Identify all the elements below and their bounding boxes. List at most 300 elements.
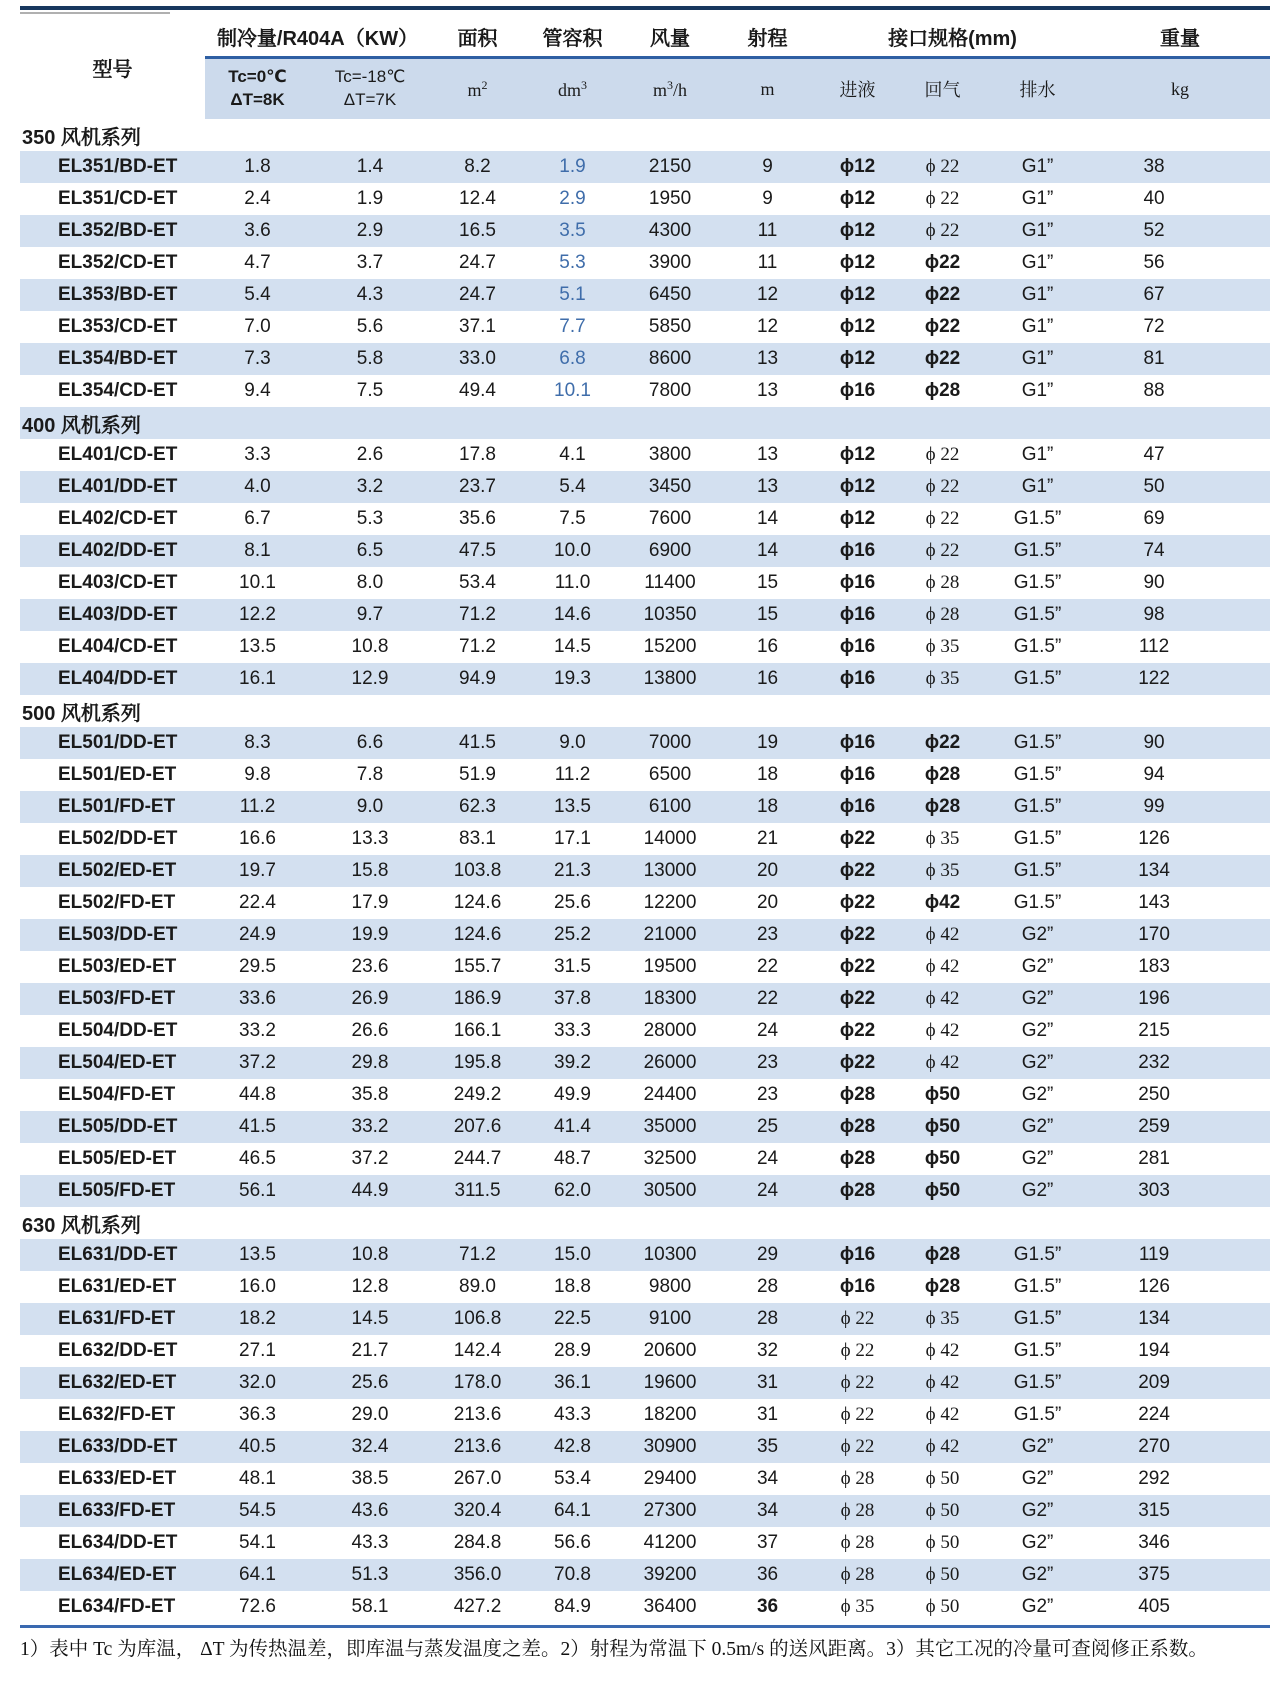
cell-model: EL634/ED-ET: [20, 1559, 205, 1591]
cell-area: 178.0: [430, 1367, 525, 1399]
cell-gas: ϕ 50: [925, 1468, 960, 1489]
cell-liquid: ϕ16: [815, 727, 900, 759]
cell-model: EL404/DD-ET: [20, 663, 205, 695]
cell-liquid: ϕ28: [815, 1175, 900, 1207]
cell-model: EL404/CD-ET: [58, 636, 178, 657]
cell-drain: G1.5”: [985, 1303, 1090, 1335]
cell-tc18: 3.2: [310, 471, 430, 503]
cell-weight: 126: [1138, 828, 1170, 849]
cell-area: 24.7: [430, 279, 525, 311]
cell-air: 35000: [620, 1111, 720, 1143]
cell-gas: ϕ50: [900, 1175, 985, 1207]
cell-vol: 6.8: [525, 343, 620, 375]
unit-volume: $dm^3$: [525, 58, 620, 120]
cell-liquid: ϕ12: [815, 151, 900, 183]
cell-tc0: 19.7: [205, 855, 310, 887]
cell-gas: ϕ 22: [900, 471, 985, 503]
cell-gas: ϕ 35: [900, 855, 985, 887]
cell-liquid: ϕ 28: [815, 1495, 900, 1527]
cell-drain: G1.5”: [1013, 1340, 1062, 1361]
cell-drain: G1.5”: [1013, 1276, 1062, 1297]
cell-gas: ϕ 42: [900, 1367, 985, 1399]
cell-drain: G1”: [985, 215, 1090, 247]
cell-vol: 1.9: [525, 151, 620, 183]
table-row: [20, 1591, 1270, 1623]
cell-range: 16: [720, 663, 815, 695]
cell-tc18: 7.8: [356, 764, 384, 785]
cell-drain: G1.5”: [985, 791, 1090, 823]
cell-weight: 134: [1090, 855, 1270, 887]
cell-range: 13: [720, 471, 815, 503]
cell-tc0: 46.5: [239, 1148, 276, 1169]
cell-vol: 33.3: [554, 1020, 591, 1041]
cell-air: 3800: [648, 444, 692, 465]
cell-air: 19500: [643, 956, 697, 977]
cell-model: EL502/DD-ET: [58, 828, 178, 849]
cell-model: EL402/DD-ET: [20, 535, 205, 567]
cell-model: EL634/FD-ET: [58, 1596, 176, 1617]
cell-liquid: ϕ12: [839, 444, 876, 465]
cell-air: 36400: [643, 1596, 697, 1617]
cell-tc0: 37.2: [205, 1047, 310, 1079]
cell-vol: 21.3: [525, 855, 620, 887]
cell-range: 9: [762, 188, 773, 209]
cell-area: 94.9: [430, 663, 525, 695]
cell-vol: 5.3: [559, 252, 586, 273]
cell-air: 12200: [643, 892, 697, 913]
cell-liquid: ϕ12: [839, 188, 876, 209]
section-header-row: [20, 1207, 1270, 1239]
cell-model: EL502/FD-ET: [58, 892, 176, 913]
cell-tc18: 13.3: [351, 828, 389, 849]
table-row: [20, 1239, 1270, 1271]
cell-vol: 37.8: [525, 983, 620, 1015]
cell-range: 37: [756, 1532, 779, 1553]
cell-tc0: 54.1: [239, 1532, 276, 1553]
cell-tc18: 5.8: [310, 343, 430, 375]
cell-range: 23: [756, 1084, 779, 1105]
cell-vol: 28.9: [554, 1340, 591, 1361]
cell-air: 41200: [643, 1532, 697, 1553]
cell-tc0: 16.0: [239, 1276, 276, 1297]
cell-area: 17.8: [459, 444, 496, 465]
cell-drain: G1”: [985, 471, 1090, 503]
cell-gas: ϕ 42: [900, 983, 985, 1015]
subheader-port-gas: 回气: [900, 58, 985, 120]
table-row: [20, 855, 1270, 887]
cell-weight: 196: [1090, 983, 1270, 1015]
cell-air: 29400: [643, 1468, 697, 1489]
cell-area: 8.2: [430, 151, 525, 183]
spec-table-body: [20, 119, 1270, 1623]
cell-tc0: 4.7: [244, 252, 271, 273]
cell-area: 213.6: [430, 1431, 525, 1463]
cell-weight: 90: [1143, 572, 1165, 593]
cell-air: 6450: [620, 279, 720, 311]
cell-liquid: ϕ 22: [815, 1303, 900, 1335]
cell-tc0: 11.2: [205, 791, 310, 823]
table-row: [20, 1303, 1270, 1335]
section-title: 500 风机系列: [22, 702, 141, 725]
cell-area: 12.4: [459, 188, 496, 209]
cell-drain: G2”: [1021, 1596, 1054, 1617]
cell-vol: 84.9: [554, 1596, 591, 1617]
cell-weight: 67: [1090, 279, 1270, 311]
table-row: [20, 1367, 1270, 1399]
cell-tc18: 6.5: [310, 535, 430, 567]
cell-vol: 31.5: [554, 956, 591, 977]
table-row: [20, 823, 1270, 855]
tc0-line2: ΔT=8K: [230, 90, 285, 109]
cell-tc18: 2.6: [356, 444, 384, 465]
cell-liquid: ϕ12: [815, 215, 900, 247]
cell-area: 62.3: [430, 791, 525, 823]
cell-model: EL403/CD-ET: [58, 572, 178, 593]
cell-gas: ϕ 22: [900, 151, 985, 183]
cell-weight: 346: [1138, 1532, 1170, 1553]
cell-area: 320.4: [430, 1495, 525, 1527]
cell-weight: 119: [1090, 1239, 1270, 1271]
cell-model: EL504/FD-ET: [58, 1084, 176, 1105]
table-row: [20, 951, 1270, 983]
cell-gas: ϕ 50: [925, 1532, 960, 1553]
tc18-line1: Tc=-18℃: [334, 67, 406, 87]
cell-range: 34: [720, 1495, 815, 1527]
cell-model: EL505/DD-ET: [20, 1111, 205, 1143]
cell-range: 31: [756, 1404, 779, 1425]
table-row: [20, 887, 1270, 919]
cell-tc0: 36.3: [239, 1404, 276, 1425]
cell-gas: ϕ28: [924, 380, 961, 401]
cell-liquid: ϕ28: [839, 1084, 876, 1105]
cell-drain: G1.5”: [985, 727, 1090, 759]
cell-air: 24400: [643, 1084, 697, 1105]
cell-tc0: 4.0: [205, 471, 310, 503]
cell-range: 28: [756, 1276, 779, 1297]
unit-range: m: [720, 58, 815, 120]
cell-tc18: 2.9: [310, 215, 430, 247]
cell-model: EL351/BD-ET: [20, 151, 205, 183]
cell-drain: G1.5”: [1013, 572, 1062, 593]
cell-weight: 112: [1138, 636, 1170, 657]
cell-liquid: ϕ 28: [840, 1468, 875, 1489]
cell-weight: 40: [1143, 188, 1165, 209]
cell-area: 16.5: [430, 215, 525, 247]
cell-tc18: 6.6: [310, 727, 430, 759]
cell-gas: ϕ 50: [925, 1596, 960, 1617]
cell-tc18: 10.8: [310, 1239, 430, 1271]
table-row: [20, 1431, 1270, 1463]
cell-vol: 7.5: [559, 508, 586, 529]
cell-weight: 72: [1143, 316, 1165, 337]
cell-weight: 215: [1138, 1020, 1170, 1041]
table-row: [20, 1335, 1270, 1367]
cell-tc0: 3.6: [205, 215, 310, 247]
cell-air: 2150: [620, 151, 720, 183]
cell-area: 155.7: [453, 956, 502, 977]
cell-model: EL354/BD-ET: [20, 343, 205, 375]
cell-tc18: 12.9: [310, 663, 430, 695]
cell-gas: ϕ 35: [900, 663, 985, 695]
cell-liquid: ϕ22: [839, 956, 876, 977]
cell-area: 33.0: [430, 343, 525, 375]
cell-air: 4300: [620, 215, 720, 247]
cell-weight: 270: [1090, 1431, 1270, 1463]
cell-liquid: ϕ12: [839, 252, 876, 273]
cell-tc0: 6.7: [244, 508, 271, 529]
cell-vol: 10.0: [525, 535, 620, 567]
cell-gas: ϕ 42: [925, 956, 960, 977]
cell-drain: G2”: [1021, 1148, 1054, 1169]
cell-area: 103.8: [430, 855, 525, 887]
cell-tc18: 51.3: [310, 1559, 430, 1591]
cell-gas: ϕ 22: [900, 535, 985, 567]
cell-air: 3450: [620, 471, 720, 503]
cell-weight: 99: [1090, 791, 1270, 823]
cell-drain: G2”: [1021, 1020, 1054, 1041]
table-row: [20, 279, 1270, 311]
cell-air: 18300: [620, 983, 720, 1015]
cell-tc18: 9.7: [310, 599, 430, 631]
cell-weight: 122: [1090, 663, 1270, 695]
cell-vol: 2.9: [559, 188, 586, 209]
cell-drain: G1”: [985, 279, 1090, 311]
header-row-groups: [20, 16, 1270, 58]
cell-area: 71.2: [430, 599, 525, 631]
cell-vol: 43.3: [554, 1404, 591, 1425]
cell-tc18: 1.4: [310, 151, 430, 183]
cell-liquid: ϕ22: [815, 855, 900, 887]
cell-range: 34: [756, 1468, 779, 1489]
cell-model: EL353/BD-ET: [20, 279, 205, 311]
cell-area: 89.0: [459, 1276, 496, 1297]
table-row: [20, 1175, 1270, 1207]
cell-air: 20600: [643, 1340, 697, 1361]
col-header-range: 射程: [720, 16, 815, 58]
cell-area: 51.9: [459, 764, 496, 785]
cell-model: EL504/DD-ET: [58, 1020, 178, 1041]
cell-vol: 18.8: [554, 1276, 591, 1297]
cell-weight: 224: [1138, 1404, 1170, 1425]
cell-gas: ϕ28: [900, 1239, 985, 1271]
cell-gas: ϕ22: [900, 343, 985, 375]
cell-tc18: 17.9: [351, 892, 389, 913]
table-row: [20, 247, 1270, 279]
cell-gas: ϕ28: [924, 764, 961, 785]
cell-air: 7000: [620, 727, 720, 759]
cell-weight: 375: [1090, 1559, 1270, 1591]
cell-gas: ϕ 35: [925, 828, 960, 849]
cell-vol: 53.4: [554, 1468, 591, 1489]
cell-tc0: 72.6: [239, 1596, 276, 1617]
cell-vol: 36.1: [525, 1367, 620, 1399]
cell-vol: 39.2: [525, 1047, 620, 1079]
cell-liquid: ϕ12: [839, 508, 876, 529]
cell-drain: G1”: [1021, 380, 1054, 401]
cell-vol: 5.1: [525, 279, 620, 311]
cell-tc0: 8.1: [205, 535, 310, 567]
cell-model: EL503/ED-ET: [58, 956, 177, 977]
cell-drain: G1.5”: [985, 1239, 1090, 1271]
cell-liquid: ϕ 28: [840, 1532, 875, 1553]
cell-drain: G1”: [985, 343, 1090, 375]
cell-air: 28000: [643, 1020, 697, 1041]
cell-range: 22: [756, 956, 779, 977]
cell-gas: ϕ 28: [925, 572, 960, 593]
table-row: [20, 439, 1270, 471]
table-row: [20, 759, 1270, 791]
section-title: 630 风机系列: [22, 1214, 141, 1237]
cell-gas: ϕ 50: [900, 1495, 985, 1527]
cell-liquid: ϕ16: [815, 663, 900, 695]
cell-weight: 98: [1090, 599, 1270, 631]
cell-tc18: 12.8: [351, 1276, 389, 1297]
cell-area: 249.2: [453, 1084, 502, 1105]
cell-vol: 62.0: [525, 1175, 620, 1207]
cell-vol: 19.3: [525, 663, 620, 695]
cell-drain: G2”: [1021, 1468, 1054, 1489]
table-row: [20, 1047, 1270, 1079]
cell-tc0: 44.8: [239, 1084, 276, 1105]
cell-tc0: 10.1: [239, 572, 276, 593]
cell-liquid: ϕ22: [839, 892, 876, 913]
cell-gas: ϕ22: [924, 252, 961, 273]
cell-range: 25: [720, 1111, 815, 1143]
cell-vol: 3.5: [525, 215, 620, 247]
col-header-model: 型号: [20, 16, 205, 119]
cell-drain: G1”: [1021, 316, 1054, 337]
cell-model: EL403/DD-ET: [20, 599, 205, 631]
top-rule: [20, 6, 1270, 10]
cell-range: 23: [720, 1047, 815, 1079]
cell-area: 49.4: [459, 380, 496, 401]
table-row: [20, 1015, 1270, 1047]
cell-tc0: 5.4: [205, 279, 310, 311]
cell-tc18: 37.2: [351, 1148, 389, 1169]
unit-weight: kg: [1090, 58, 1270, 120]
table-row: [20, 1495, 1270, 1527]
cell-area: 284.8: [453, 1532, 502, 1553]
cell-range: 18: [720, 791, 815, 823]
cell-vol: 70.8: [525, 1559, 620, 1591]
cell-drain: G1.5”: [985, 1367, 1090, 1399]
cell-weight: 183: [1138, 956, 1170, 977]
cell-area: 142.4: [453, 1340, 502, 1361]
cell-weight: 126: [1138, 1276, 1170, 1297]
col-header-capacity: 制冷量/R404A（KW）: [205, 16, 430, 58]
cell-gas: ϕ 50: [900, 1559, 985, 1591]
cell-air: 19600: [620, 1367, 720, 1399]
cell-model: EL504/ED-ET: [20, 1047, 205, 1079]
cell-tc18: 9.0: [310, 791, 430, 823]
cell-drain: G2”: [985, 983, 1090, 1015]
cell-area: 23.7: [430, 471, 525, 503]
cell-tc18: 1.9: [356, 188, 384, 209]
cell-tc18: 44.9: [310, 1175, 430, 1207]
cell-range: 19: [720, 727, 815, 759]
cell-liquid: ϕ22: [815, 1047, 900, 1079]
cell-vol: 9.0: [525, 727, 620, 759]
cell-gas: ϕ 35: [925, 636, 960, 657]
cell-tc18: 33.2: [310, 1111, 430, 1143]
cell-model: EL352/CD-ET: [58, 252, 178, 273]
cell-liquid: ϕ22: [839, 1020, 876, 1041]
cell-drain: G2”: [985, 1559, 1090, 1591]
cell-weight: 303: [1090, 1175, 1270, 1207]
cell-model: EL351/CD-ET: [58, 188, 178, 209]
table-row: [20, 1527, 1270, 1559]
cell-weight: 52: [1090, 215, 1270, 247]
cell-weight: 74: [1090, 535, 1270, 567]
cell-tc0: 9.4: [244, 380, 271, 401]
cell-tc0: 2.4: [244, 188, 271, 209]
cell-vol: 25.6: [554, 892, 591, 913]
cell-drain: G2”: [985, 1495, 1090, 1527]
cell-area: 311.5: [430, 1175, 525, 1207]
cell-area: 71.2: [459, 636, 496, 657]
cell-air: 32500: [643, 1148, 697, 1169]
cell-model: EL501/ED-ET: [58, 764, 177, 785]
cell-gas: ϕ 42: [925, 1340, 960, 1361]
cell-tc18: 43.3: [351, 1532, 389, 1553]
cell-tc0: 7.3: [205, 343, 310, 375]
cell-tc0: 64.1: [205, 1559, 310, 1591]
cell-weight: 281: [1138, 1148, 1170, 1169]
cell-tc18: 10.8: [351, 636, 389, 657]
cell-tc0: 1.8: [205, 151, 310, 183]
footnote: 1）表中 Tc 为库温， ΔT 为传热温差，即库温与蒸发温度之差。2）射程为常温下 0.5m/s 的送风距离。3）其它工况的冷量可查阅修正系数。: [20, 1639, 1208, 1660]
cell-drain: G2”: [985, 1175, 1090, 1207]
cell-model: EL353/CD-ET: [58, 316, 178, 337]
cell-air: 9100: [620, 1303, 720, 1335]
table-row: [20, 1111, 1270, 1143]
cell-tc0: 27.1: [239, 1340, 276, 1361]
cell-weight: 315: [1090, 1495, 1270, 1527]
table-row: [20, 919, 1270, 951]
cell-area: 166.1: [453, 1020, 502, 1041]
header-row-units: [20, 58, 1270, 120]
cell-range: 11: [757, 252, 778, 273]
cell-drain: G1.5”: [985, 599, 1090, 631]
col-header-ports: 接口规格(mm): [815, 16, 1090, 58]
cell-range: 15: [720, 599, 815, 631]
cell-air: 13000: [620, 855, 720, 887]
cell-area: 83.1: [459, 828, 496, 849]
cell-range: 20: [720, 855, 815, 887]
cell-tc18: 26.6: [351, 1020, 389, 1041]
cell-range: 13: [756, 444, 779, 465]
cell-drain: G2”: [985, 1047, 1090, 1079]
section-header-row: [20, 695, 1270, 727]
cell-range: 36: [720, 1559, 815, 1591]
cell-model: EL505/FD-ET: [20, 1175, 205, 1207]
cell-weight: 90: [1090, 727, 1270, 759]
cell-drain: G1.5”: [1013, 764, 1062, 785]
cell-range: 23: [720, 919, 815, 951]
cell-gas: ϕ 22: [925, 188, 960, 209]
cell-area: 207.6: [430, 1111, 525, 1143]
cell-liquid: ϕ 22: [815, 1431, 900, 1463]
cell-drain: G2”: [985, 1431, 1090, 1463]
cell-liquid: ϕ16: [839, 1276, 876, 1297]
cell-area: 267.0: [453, 1468, 502, 1489]
cell-liquid: ϕ22: [815, 983, 900, 1015]
cell-liquid: ϕ16: [815, 599, 900, 631]
cell-air: 3900: [648, 252, 692, 273]
cell-gas: ϕ 42: [925, 1404, 960, 1425]
section-header-row: [20, 119, 1270, 151]
table-row: [20, 215, 1270, 247]
